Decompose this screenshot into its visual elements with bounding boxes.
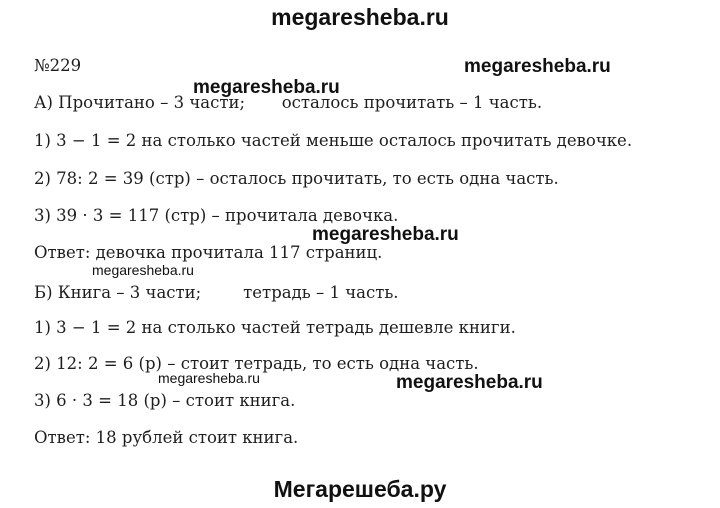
task-line-a: А) Прочитано – 3 части; осталось прочитать – 1 часть. xyxy=(34,93,543,112)
task-line-a3: 3) 39 · 3 = 117 (стр) – прочитала девочка. xyxy=(34,206,399,225)
watermark: megaresheba.ru xyxy=(312,224,459,245)
answer-b: Ответ: 18 рублей стоит книга. xyxy=(34,428,299,447)
watermark: megaresheba.ru xyxy=(464,56,611,77)
watermark: megaresheba.ru xyxy=(92,262,194,278)
task-line-b2: 2) 12: 2 = 6 (р) – стоит тетрадь, то есть одна часть. xyxy=(34,354,479,373)
watermark: megaresheba.ru xyxy=(158,370,260,386)
task-line-b: Б) Книга – 3 части; тетрадь – 1 часть. xyxy=(34,283,399,302)
task-line-a2: 2) 78: 2 = 39 (стр) – осталось прочитать, то есть одна часть. xyxy=(34,169,559,188)
site-footer: Мегарешеба.ру xyxy=(273,476,447,502)
answer-a: Ответ: девочка прочитала 117 страниц. xyxy=(34,243,383,262)
task-number: №229 xyxy=(34,56,82,75)
task-line-a1: 1) 3 − 1 = 2 на столько частей меньше осталось прочитать девочке. xyxy=(34,131,633,150)
watermark: megaresheba.ru xyxy=(193,77,340,98)
task-line-b1: 1) 3 − 1 = 2 на столько частей тетрадь дешевле книги. xyxy=(34,318,516,337)
site-header: megaresheba.ru xyxy=(271,4,449,30)
watermark: megaresheba.ru xyxy=(396,372,543,393)
task-line-b3: 3) 6 · 3 = 18 (р) – стоит книга. xyxy=(34,391,296,410)
